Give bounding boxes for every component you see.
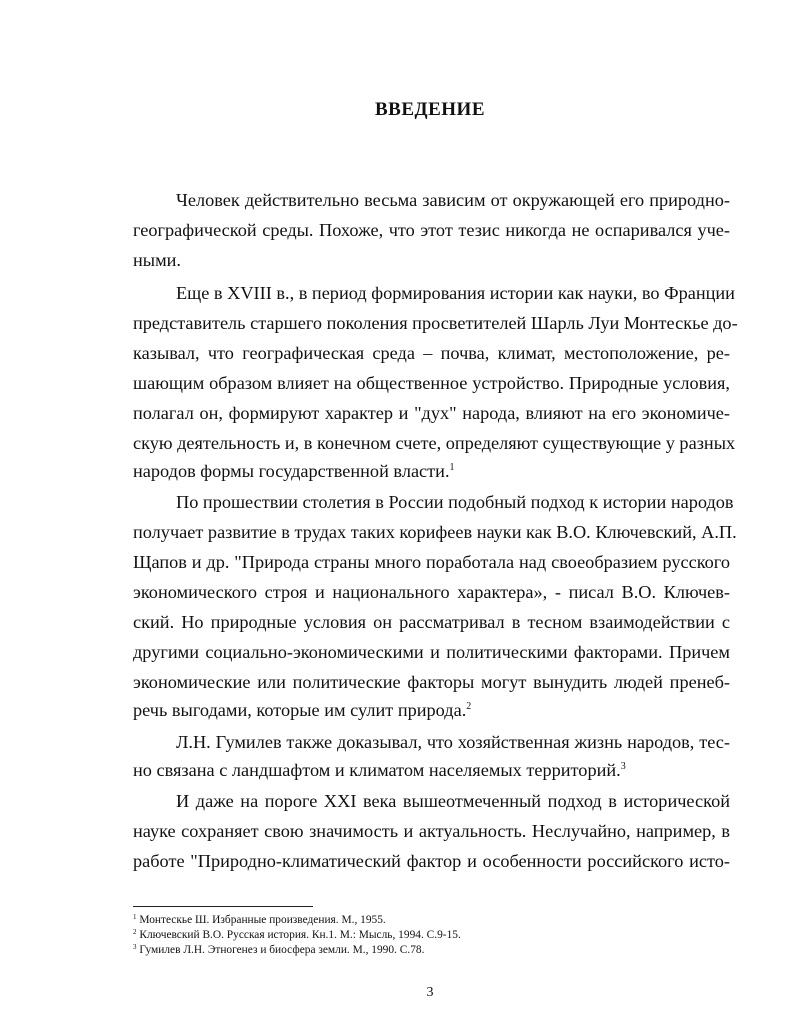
text-line: скую деятельность и, в конечном счете, определяют существующие у разных [133, 433, 736, 453]
text-line: И даже на пороге XXI века вышеотмеченный подход в исторической [176, 791, 730, 811]
text-line: ными. [133, 250, 181, 270]
footnote-ref: 3 [620, 761, 626, 772]
text-line: Щапов и др. "Природа страны много поработала над своеобразием русского [133, 552, 730, 572]
text-line: экономические или политические факторы могут вынудить людей пренеб- [133, 672, 730, 692]
footnote-divider [133, 906, 313, 907]
footnote: $^3$ Гумилев Л.Н. Этногенез и биосфера земли. М., 1990. С.78. [133, 943, 425, 956]
footnote-ref: 1 [449, 462, 455, 473]
text-line: ский. Но природные условия он рассматривал в тесном взаимодействии с [133, 612, 730, 632]
page-title: ВВЕДЕНИЕ [375, 99, 485, 120]
text-line: представитель старшего поколения просветителей Шарль Луи Монтескье до- [133, 313, 738, 333]
text-line: Человек действительно весьма зависим от окружающей его природно- [176, 190, 730, 210]
text-line: географической среды. Похоже, что этот тезис никогда не оспаривался уче- [133, 220, 730, 240]
text-line: речь выгодами, которые им сулит природа.$^2$ [133, 700, 472, 720]
text-line: но связана с ландшафтом и климатом населяемых территорий.$^3$ [133, 760, 626, 780]
footnote: $^2$ Ключевский В.О. Русская история. Кн.1. М.: Мысль, 1994. С.9-15. [133, 928, 461, 941]
text-line: экономического строя и национального характера», - писал В.О. Ключев- [133, 582, 730, 602]
text-line: По прошествии столетия в России подобный подход к истории народов [176, 492, 734, 512]
text-line: казывал, что географическая среда – почва, климат, местоположение, ре- [133, 343, 730, 363]
text-line: народов формы государственной власти.$^1$ [133, 461, 455, 481]
text-line: полагал он, формируют характер и "дух" народа, влияют на его экономиче- [133, 403, 730, 423]
text-line: работе "Природно-климатический фактор и особенности российского исто- [133, 851, 730, 871]
text-line: получает развитие в трудах таких корифеев науки как В.О. Ключевский, А.П. [133, 522, 737, 542]
text-line: другими социально-экономическими и политическими факторами. Причем [133, 642, 730, 662]
text-line: шающим образом влияет на общественное устройство. Природные условия, [133, 373, 730, 393]
page-number: 3 [426, 985, 434, 1000]
text-line: Л.Н. Гумилев также доказывал, что хозяйственная жизнь народов, тес- [176, 732, 730, 752]
footnote: $^1$ Монтескье Ш. Избранные произведения. М., 1955. [133, 913, 386, 926]
text-line: науке сохраняет свою значимость и актуальность. Неслучайно, например, в [133, 821, 730, 841]
text-line: Еще в XVIII в., в период формирования истории как науки, во Франции [176, 283, 735, 303]
footnote-ref: 2 [466, 701, 472, 712]
